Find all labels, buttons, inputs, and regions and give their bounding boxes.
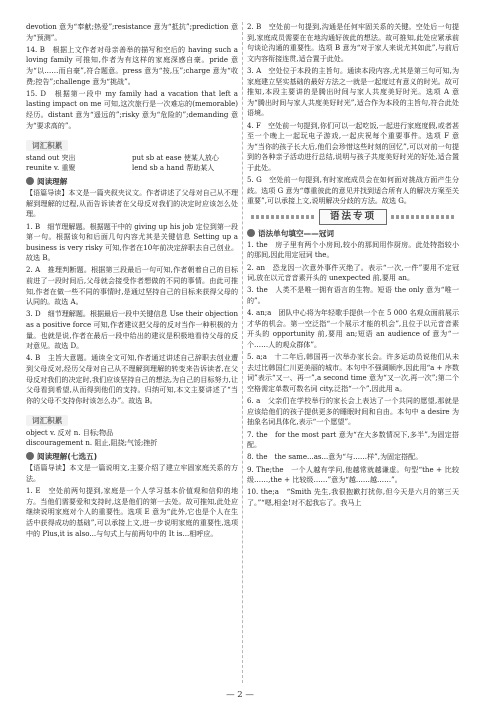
- answer-paragraph: 3. D 细节理解题。根据最后一段中关键信息 Use their objection as a positive force 可知,作者建议把父母的反对当作一种积极的力量。也就是说,作者在最后一段中给出的建议是积极地看待父母的反对意见。故选 D。: [26, 309, 238, 351]
- section-heading-reading-seven: 阅读理解(七选五): [26, 451, 238, 462]
- vocab-row: [26, 428, 238, 438]
- section-heading-grammar: 语法单句填空——冠词: [247, 228, 459, 239]
- bullet-icon: [247, 229, 255, 237]
- answer-paragraph: 5. G 空处前一句提到,有时家庭成员会在如何面对挑战方面产生分歧。选项 G 意为“尊重彼此的意见并找到适合所有人的解决方案至关重要”,可以承接上文,说明解决分歧的方法。故选 G。: [247, 175, 459, 206]
- vocab-heading: 词汇积累: [26, 140, 68, 151]
- vocab-heading: 词汇积累: [26, 415, 68, 426]
- vocab-item: put sb at ease 使某人放心: [132, 153, 219, 162]
- vocab-item: reunite v. 重聚: [26, 163, 76, 172]
- vocab-row: [26, 438, 238, 448]
- section-heading-reading: 阅读理解: [26, 176, 238, 187]
- answer-paragraph: 8. the the same...as...意为“与……样”,为固定搭配。: [247, 452, 423, 462]
- vocab-row: [26, 153, 238, 163]
- column-divider: [242, 22, 243, 683]
- banner-decoration: [391, 215, 455, 219]
- banner-decoration: [251, 215, 315, 219]
- answer-paragraph: 6. a 父亲们在学校举行的家长会上表达了一个共同的愿望,那就是应该给他们的孩子提供更多的睡眠时间和自由。本句中 a desire 为抽象名词具体化,表示“一个愿望”。: [247, 396, 459, 427]
- bullet-icon: [26, 452, 34, 460]
- answer-paragraph: 2. an 恐龙因一次意外事件灭绝了。表示“一次,一件”要用不定冠词,放在以元音音素开头的 unexpected 前,要用 an。: [247, 262, 459, 283]
- answer-paragraph: 1. E 空处前两句提到,家庭是一个人学习基本价值观和信仰的地方。当他们需要爱和支持时,这是他们的第一去处。故可推知,此处应继续说明家庭对个人的重要性。选项 E 意为“此外,它也是个人在生活中获得成功的基础”,可以承接上文,进一步说明家庭的重要性,选项中的 Plus,it is also...与句式上与前两句中的 It is...相呼应。: [26, 486, 238, 538]
- answer-paragraph: devotion 意为“奉献;热爱”;resistance 意为“抵抗”;prediction 意为“预测”。: [26, 22, 238, 42]
- vocab-row: [26, 163, 238, 173]
- grammar-banner-title: 语法专项: [319, 209, 387, 225]
- answer-paragraph: 5. a;a 十二年后,韩国再一次举办家长会。许多运动员说他们从未去过比韩国仁川更美丽的城市。本句中不强调顺序,因此用“a + 序数词”表示“又一、再一”,a second time 意为“又一次,再一次”;第二个空格需定单数可数名词 city,泛指“一个”,因此用 a。: [247, 352, 459, 393]
- left-column: [26, 22, 238, 683]
- answer-paragraph: 4. B 主旨大意题。通读全文可知,作者通过讲述自己辞职去创业遭到父母反对,经历父母对自己从不理解到理解的转变来告诉读者,在父母反对我们的决定时,我们应该坚持自己的想法,为自己的目标努力,让父母看到希望,从而得到他们的支持。归纳可知,本文主要讲述了“当你的父母不支持你时该怎么办”。故选 B。: [26, 353, 238, 405]
- answer-paragraph: 14. B 根据上文作者对母亲善举的描写和空后的 having such a loving family 可推知,作者为有这样的家庭深感自豪。pride 意为“以……而自豪”,符合题意。press 意为“按,压”;charge 意为“收费;控告”;challenge 意为“挑战”。: [26, 44, 238, 86]
- answer-paragraph: 10. the;a “Smith 先生,我很抱歉打扰你,但今天是六月的第三天了。”“嗯,相金!对不起我忘了。我马上: [247, 487, 459, 507]
- answer-paragraph: 1. B 细节理解题。根据题干中的 giving up his job 定位到第一段第一句。根据该句和后面几句内容尤其是关键信息 Setting up a business is very risky 可知,作者在10年前决定辞职去自己创业。故选 B。: [26, 221, 238, 263]
- answer-paragraph: 15. D 根据第一段中 my family had a vacation that left a lasting impact on me 可知,这次旅行是一次难忘的(memorable)经历。distant 意为“遥远的”;risky 意为“危险的”;demanding 意为“要求高的”。: [26, 88, 238, 130]
- passage-guide: 【语篇导读】本文是一篇夹叙夹议文。作者讲述了父母对自己从不理解到理解的过程,从而告诉读者在父母反对我们的决定时应该怎么处理。: [26, 188, 238, 219]
- right-column: [247, 22, 459, 683]
- grammar-banner: [247, 209, 459, 225]
- page-number: — 2 —: [226, 690, 254, 700]
- vocab-item: lend sb a hand 帮助某人: [132, 163, 215, 172]
- bullet-icon: [26, 177, 34, 185]
- answer-paragraph: 9. The;the 一个人越有学问,他越常就越谦虚。句型“the + 比较级……,the + 比较级……”意为“越……越……”。: [247, 464, 459, 485]
- answer-paragraph: 7. the for the most part 意为“在大多数情况下,多半”,为固定搭配。: [247, 429, 459, 450]
- answer-paragraph: 1. the 房子里有两个小房间,较小的那间用作厨房。此处特指较小的那间,因此用定冠词 the。: [247, 239, 459, 260]
- answer-paragraph: 3. A 空处位于本段的主旨句。通读本段内容,尤其是第三句可知,为家庭建立坚实基础的最好方法之一就是一起度过有意义的时光。故可推知,本段主要讲的是腾出时间与家人共度美好时光。选项 A 意为“腾出时间与家人共度美好时光”,适合作为本段的主旨句,符合此处语境。: [247, 65, 459, 118]
- answer-paragraph: 4. an;a 团队中心将为年轻歌手提供一个在 5 000 名观众面前展示才华的机会。第一空泛指“一个展示才能的机会”,且位于以元音音素开头的 opportunity 前,要用 an;短语 an audience of 意为“一个……人的观众群体”。: [247, 308, 459, 349]
- answer-paragraph: 2. B 空处前一句提到,沟通是任何牢固关系的关键。空处后一句提到,家庭成员需要在在地沟通好彼此的想法。故可推知,此处应紧承前句谈论沟通的重要性。选项 B 意为“对于家人来说尤其如此”,与前后文内容衔接连贯,适合置于此处。: [247, 22, 459, 63]
- answer-paragraph: 3. the 人类不是唯一拥有语言的生物。短语 the only 意为“唯一的”。: [247, 285, 459, 306]
- answer-paragraph: 2. A 推理判断题。根据第三段最后一句可知,作者朝着自己的目标前进了一段时间后,父母就会接受作者想做的不同的事情。由此可推知,作者在做一些不同的事情时,是通过坚持自己的目标来获得父母的认同的。故选 A。: [26, 265, 238, 307]
- vocab-item: discouragement n. 阻止,阻挠;气馁;挫折: [26, 439, 158, 448]
- vocab-item: object v. 反对 n. 目标;物品: [26, 428, 114, 437]
- passage-guide: 【语篇导读】本文是一篇说明文,主要介绍了建立牢固家庭关系的方法。: [26, 463, 238, 483]
- answer-paragraph: 4. F 空处前一句提到,你们可以一起吃饭,一起进行家庭度假,或者甚至一个晚上一起玩电子游戏,一起庆祝每个重要事件。选项 F 意为“当你的孩子长大后,他们会珍惜这些时刻的回忆”,可以对前一句提到的各种亲子活动进行总结,说明与孩子共度美好时光的好处,适合置于此处。: [247, 120, 459, 172]
- vocab-item: stand out 突出: [26, 153, 76, 162]
